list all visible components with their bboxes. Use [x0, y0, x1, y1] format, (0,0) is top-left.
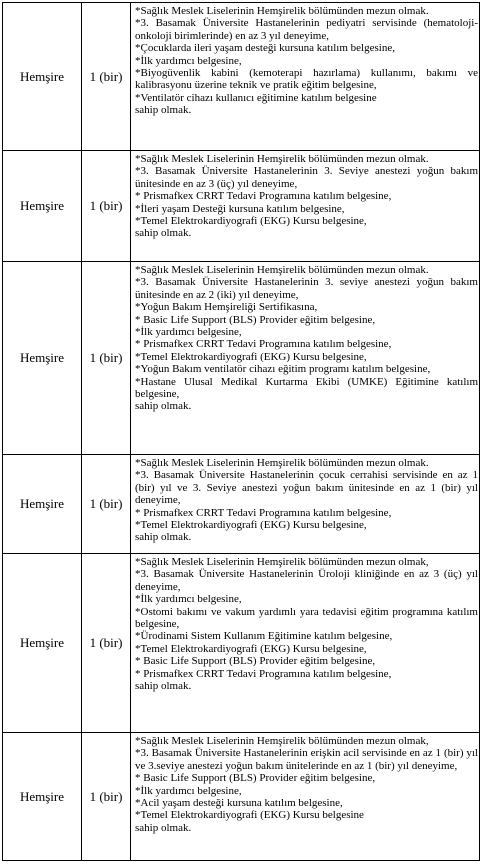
requirement-line: *3. Basamak Üniversite Hastanelerinin 3. seviye anestezi yoğun bakım ünitesinde en az 2 (iki) yıl deneyime, [135, 276, 478, 301]
requirement-line: *Çocuklarda ileri yaşam desteği kursuna katılım belgesine, [135, 42, 395, 55]
requirement-line: *Ürodinami Sistem Kullanım Eğitimine katılım belgesine, [135, 630, 393, 643]
requirements-cell [131, 733, 480, 861]
table-row [3, 3, 480, 151]
requirement-line: *Sağlık Meslek Liselerinin Hemşirelik bölümünden mezun olmak, [135, 556, 429, 568]
table-row [3, 151, 480, 262]
requirement-line: *Sağlık Meslek Liselerinin Hemşirelik bölümünden mezun olmak. [135, 264, 429, 276]
requirement-line: *İlk yardımcı belgesine, [135, 326, 242, 339]
position-cell: Hemşire [3, 455, 82, 554]
requirement-line: sahip olmak. [135, 227, 192, 240]
requirement-line: * Basic Life Support (BLS) Provider eğitim belgesine, [135, 772, 376, 785]
table-row [3, 455, 480, 554]
requirement-line: *Ostomi bakımı ve vakum yardımlı yara tedavisi eğitim programına katılım belgesine, [135, 605, 478, 631]
requirement-line: sahip olmak. [135, 400, 192, 413]
requirement-line: sahip olmak. [135, 104, 192, 117]
requirement-line: *İleri yaşam Desteği kursuna katılım belgesine, [135, 202, 345, 215]
count-cell: 1 (bir) [82, 733, 131, 861]
requirement-line: *Yoğun Bakım ventilatör cihazı eğitim programı katılım belgesine, [135, 363, 431, 376]
requirement-line: *Yoğun Bakım Hemşireliği Sertifikasına, [135, 301, 318, 314]
requirements-cell [131, 3, 480, 151]
requirements-cell [131, 455, 480, 554]
requirements-cell [131, 554, 480, 733]
table-row [3, 262, 480, 455]
table-row [3, 554, 480, 733]
count-cell: 1 (bir) [82, 151, 131, 262]
requirement-line: *Sağlık Meslek Liselerinin Hemşirelik bölümünden mezun olmak. [135, 457, 429, 469]
requirement-line: *Temel Elektrokardiyografi (EKG) Kursu belgesine, [135, 642, 367, 655]
requirement-line: *Sağlık Meslek Liselerinin Hemşirelik bölümünden mezun olmak. [135, 5, 429, 17]
count-cell: 1 (bir) [82, 262, 131, 455]
position-cell: Hemşire [3, 151, 82, 262]
requirement-line: *3. Basamak Üniversite Hastanelerinin Üroloji kliniğinde en az 3 (üç) yıl deneyime, [135, 568, 478, 593]
requirement-line: *İlk yardımcı belgesine, [135, 54, 242, 67]
requirement-line: * Prismafkex CRRT Tedavi Programına katılım belgesine, [135, 190, 392, 203]
requirement-line: *Temel Elektrokardiyografi (EKG) Kursu belgesine, [135, 350, 367, 363]
count-cell: 1 (bir) [82, 554, 131, 733]
requirements-cell [131, 151, 480, 262]
requirement-line: *Temel Elektrokardiyografi (EKG) Kursu belgesine, [135, 519, 367, 532]
position-cell: Hemşire [3, 554, 82, 733]
requirement-line: *Sağlık Meslek Liselerinin Hemşirelik bölümünden mezun olmak. [135, 153, 429, 165]
requirement-line: * Prismafkex CRRT Tedavi Programına katılım belgesine, [135, 506, 392, 519]
position-cell: Hemşire [3, 733, 82, 861]
requirement-line: *Biyogüvenlik kabini (kemoterapi hazırlama) kullanımı, bakımı ve kalibrasyonu üzerine teknik ve pratik eğitim belgesine, [135, 67, 478, 92]
count-cell: 1 (bir) [82, 3, 131, 151]
requirements-cell [131, 262, 480, 455]
requirement-line: sahip olmak. [135, 821, 192, 834]
requirement-line: *Acil yaşam desteği kursuna katılım belgesine, [135, 797, 343, 810]
requirement-line: *3. Basamak Üniversite Hastanelerinin 3. Seviye anestezi yoğun bakım ünitesinde en az 3 (üç) yıl deneyime, [135, 165, 478, 190]
position-cell: Hemşire [3, 262, 82, 455]
requirement-line: sahip olmak. [135, 680, 192, 693]
requirement-line: *İlk yardımcı belgesine, [135, 784, 242, 797]
requirement-line: *Temel Elektrokardiyografi (EKG) Kursu belgesine [135, 809, 364, 822]
requirement-line: * Basic Life Support (BLS) Provider eğitim belgesine, [135, 313, 376, 326]
requirement-line: *3. Basamak Üniversite Hastanelerinin erişkin acil servisinde en az 1 (bir) yıl ve 3.seviye anestezi yoğun bakım ünitelerinde en az 1 (bir) yıl deneyime, [135, 747, 478, 772]
requirement-line: *Ventilatör cihazı kullanıcı eğitimine katılım belgesine [135, 91, 377, 104]
requirement-line: * Prismafkex CRRT Tedavi Programına katılım belgesine, [135, 338, 392, 351]
position-cell: Hemşire [3, 3, 82, 151]
table-body [3, 3, 480, 861]
requirement-line: * Basic Life Support (BLS) Provider eğitim belgesine, [135, 655, 376, 668]
requirement-line: *Hastane Ulusal Medikal Kurtarma Ekibi (UMKE) Eğitimine katılım belgesine, [135, 375, 478, 401]
requirement-line: *3. Basamak Üniversite Hastanelerinin çocuk cerrahisi servisinde en az 1 (bir) yıl ve 3. Seviye anestezi yoğun bakım ünitesinde en az 1 (bir) yıl deneyime, [135, 469, 478, 507]
count-cell: 1 (bir) [82, 455, 131, 554]
staff-requirements-table [2, 2, 480, 861]
table-row [3, 733, 480, 861]
requirement-line: *Sağlık Meslek Liselerinin Hemşirelik bölümünden mezun olmak, [135, 735, 429, 747]
requirement-line: *3. Basamak Üniversite Hastanelerinin pediyatri servisinde (hematoloji-onkoloji birimlerinde) en az 3 yıl deneyime, [135, 17, 478, 42]
requirement-line: * Prismafkex CRRT Tedavi Programına katılım belgesine, [135, 667, 392, 680]
requirement-line: *Temel Elektrokardiyografi (EKG) Kursu belgesine, [135, 215, 367, 228]
requirement-line: *İlk yardımcı belgesine, [135, 593, 242, 606]
requirement-line: sahip olmak. [135, 531, 192, 544]
